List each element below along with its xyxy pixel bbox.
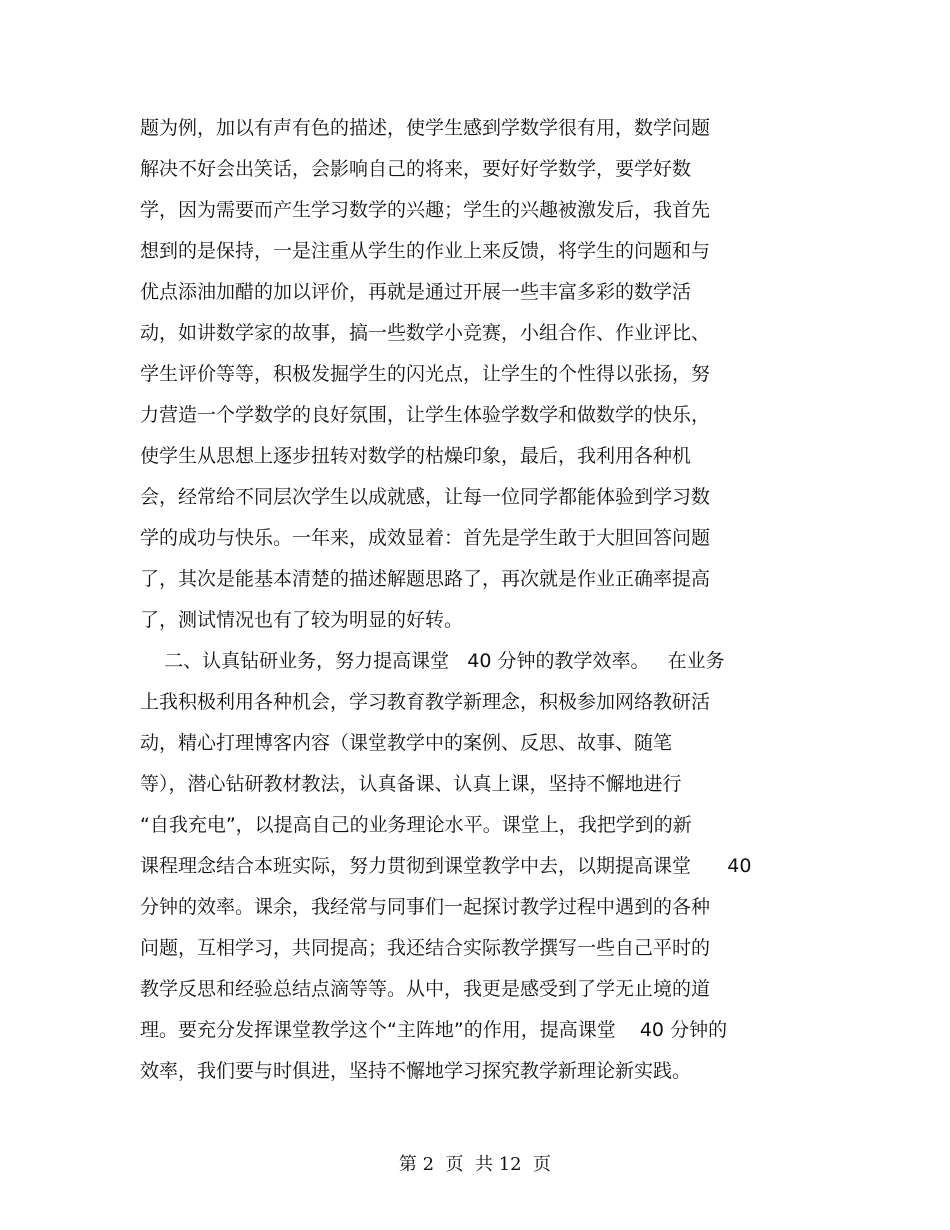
body-text-line: 想到的是保持，一是注重从学生的作业上来反馈，将学生的问题和与	[140, 240, 711, 262]
body-text-line: 解决不好会出笑话，会影响自己的将来，要好好学数学，要学好数	[140, 158, 692, 180]
body-text-line: 动，精心打理博客内容（课堂教学中的案例、反思、故事、随笔	[140, 732, 673, 754]
body-text-line: 效率，我们要与时俱进，坚持不懈地学习探究教学新理论新实践。	[140, 1060, 692, 1082]
body-text-line: 了，测试情况也有了较为明显的好转。	[140, 609, 464, 631]
body-text-line: 学生评价等等，积极发掘学生的闪光点，让学生的个性得以张扬，努	[140, 363, 711, 385]
body-text-line: 问题，互相学习，共同提高；我还结合实际教学撰写一些自己平时的	[140, 937, 711, 959]
body-text-line: 会，经常给不同层次学生以成就感，让每一位同学都能体验到学习数	[140, 486, 711, 508]
body-text-line: 题为例，加以有声有色的描述，使学生感到学数学很有用，数学问题	[140, 117, 711, 139]
body-text-line: 了，其次是能基本清楚的描述解题思路了，再次就是作业正确率提高	[140, 568, 711, 590]
body-text-line: 理。要充分发挥课堂教学这个“主阵地”的作用，提高课堂 40 分钟的	[140, 1019, 728, 1041]
page-number-footer: 第 2 页 共 12 页	[398, 1154, 552, 1175]
body-text-line: 学的成功与快乐。一年来，成效显着：首先是学生敢于大胆回答问题	[140, 527, 711, 549]
body-text-line: 学，因为需要而产生学习数学的兴趣；学生的兴趣被激发后，我首先	[140, 199, 711, 221]
body-text-line: 课程理念结合本班实际，努力贯彻到课堂教学中去，以期提高课堂 40	[140, 855, 752, 877]
body-text-line: 力营造一个学数学的良好氛围，让学生体验学数学和做数学的快乐，	[140, 404, 711, 426]
body-text-line: “自我充电”，以提高自己的业务理论水平。课堂上，我把学到的新	[140, 814, 692, 836]
body-text-line: 动，如讲数学家的故事，搞一些数学小竞赛，小组合作、作业评比、	[140, 322, 711, 344]
body-text-line: 上我积极利用各种机会，学习教育教学新理念，积极参加网络教研活	[140, 691, 711, 713]
body-text-line: 优点添油加醋的加以评价，再就是通过开展一些丰富多彩的数学活	[140, 281, 692, 303]
body-text-line: 使学生从思想上逐步扭转对数学的枯燥印象，最后，我利用各种机	[140, 445, 692, 467]
body-text-line: 教学反思和经验总结点滴等等。从中，我更是感受到了学无止境的道	[140, 978, 711, 1000]
body-text-line: 分钟的效率。课余，我经常与同事们一起探讨教学过程中遇到的各种	[140, 896, 711, 918]
body-text-line: 等），潜心钻研教材教法，认真备课、认真上课，坚持不懈地进行	[140, 773, 682, 795]
section-heading-line: 二、认真钻研业务，努力提高课堂 40 分钟的教学效率。 在业务	[140, 650, 725, 672]
